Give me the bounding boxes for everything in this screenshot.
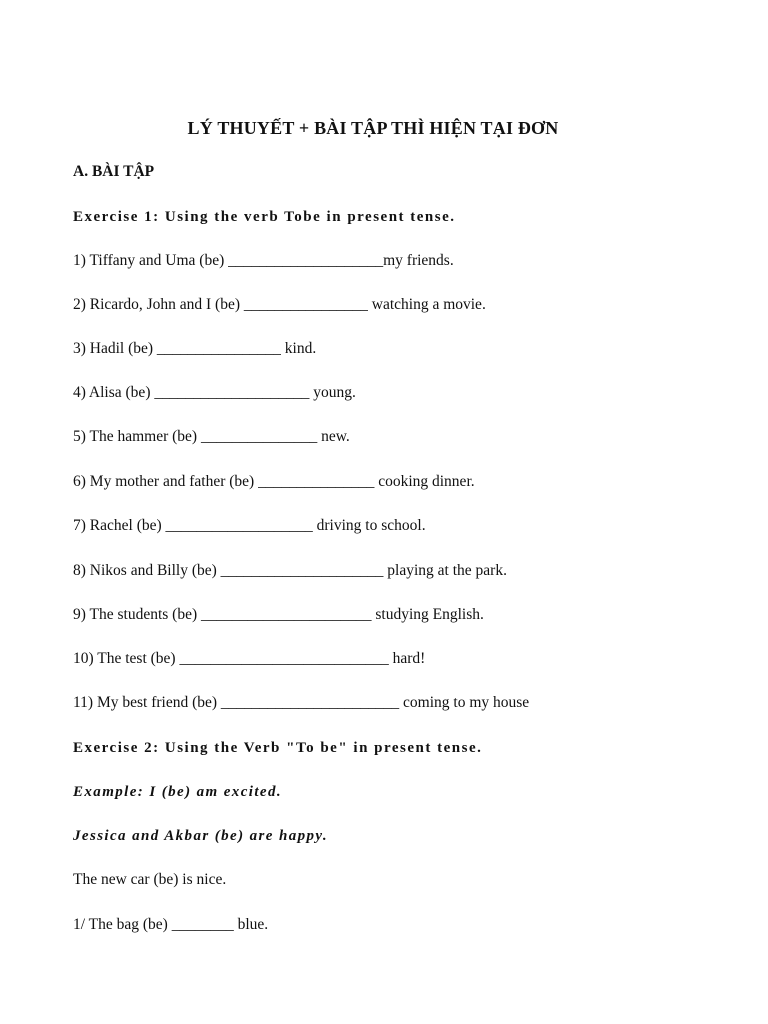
exercise-1-item: 9) The students (be) ______________________ studying English. xyxy=(73,606,484,623)
exercise-1-item: 8) Nikos and Billy (be) _____________________ playing at the park. xyxy=(73,562,507,579)
exercise-1-item: 3) Hadil (be) ________________ kind. xyxy=(73,340,317,357)
exercise-2-example: Jessica and Akbar (be) are happy. xyxy=(73,828,329,844)
exercise-1-item: 1) Tiffany and Uma (be) ____________________my friends. xyxy=(73,252,454,269)
document-title: LÝ THUYẾT + BÀI TẬP THÌ HIỆN TẠI ĐƠN xyxy=(187,118,559,138)
section-a-heading: A. BÀI TẬP xyxy=(73,163,155,180)
exercise-1-item: 10) The test (be) ___________________________ hard! xyxy=(73,650,426,667)
exercise-1-item: 2) Ricardo, John and I (be) ________________ watching a movie. xyxy=(73,296,486,313)
exercise-2-item: The new car (be) is nice. xyxy=(73,871,227,888)
exercise-2-item: 1/ The bag (be) ________ blue. xyxy=(73,916,269,933)
exercise-2-heading: Exercise 2: Using the Verb "To be" in present tense. xyxy=(73,740,483,756)
exercise-1-heading: Exercise 1: Using the verb Tobe in present tense. xyxy=(73,209,456,225)
exercise-1-item: 6) My mother and father (be) _______________ cooking dinner. xyxy=(73,473,475,490)
exercise-2-example: Example: I (be) am excited. xyxy=(73,784,283,800)
exercise-1-item: 4) Alisa (be) ____________________ young. xyxy=(73,384,356,401)
exercise-1-item: 11) My best friend (be) _______________________ coming to my house xyxy=(73,694,530,711)
exercise-1-item: 5) The hammer (be) _______________ new. xyxy=(73,428,350,445)
exercise-1-item: 7) Rachel (be) ___________________ driving to school. xyxy=(73,517,426,534)
